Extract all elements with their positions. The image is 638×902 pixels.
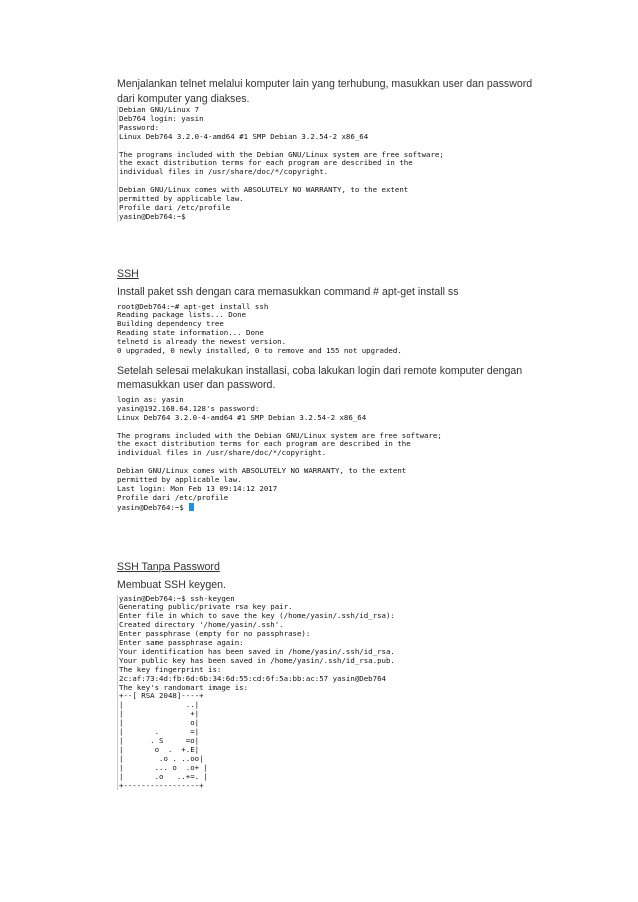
ssh-keygen-intro: Membuat SSH keygen.: [117, 579, 226, 591]
ssh-heading: SSH: [117, 268, 139, 280]
telnet-terminal-output: Debian GNU/Linux 7 Deb764 login: yasin Password: Linux Deb764 3.2.0-4-amd64 #1 SMP Debian 3.2.54-2 x86_64 The programs included with the Debian GNU/Linux system are free software; the exact distribution terms for each program are described in the individual files in /usr/share/doc/*/copyright. Debian GNU/Linux comes with ABSOLUTELY NO WARRANTY, to the extent permitted by applicable law. Profile dari /etc/profile yasin@Deb764:~$: [117, 106, 537, 222]
telnet-section: [117, 77, 537, 222]
ssh-install-terminal-output: root@Deb764:~# apt-get install ssh Reading package lists... Done Building dependency tree Reading state information... Done telnetd is already the newest version. 0 upgraded, 0 newly installed, 0 to remove and 155 not upgraded.: [117, 301, 402, 356]
ssh-login-text: login as: yasin yasin@192.168.64.128's password: Linux Deb764 3.2.0-4-amd64 #1 SMP Debian 3.2.54-2 x86_64 The programs included with the Debian GNU/Linux system are free software; the exact distribution terms for each program are described in the individual files in /usr/share/doc/*/copyright. Debian GNU/Linux comes with ABSOLUTELY NO WARRANTY, to the extent permitted by applicable law. Last login: Mon Feb 13 09:14:12 2017 Profile dari /etc/profile yasin@Deb764:~$: [117, 394, 442, 512]
ssh-nopass-heading: SSH Tanpa Password: [117, 561, 220, 573]
ssh-section: [117, 267, 537, 513]
ssh-install-intro: Install paket ssh dengan cara memasukkan command # apt-get install ss: [117, 286, 459, 298]
ssh-login-terminal-output: [117, 396, 537, 513]
ssh-login-intro: Setelah selesai melakukan installasi, coba lakukan login dari remote komputer dengan memasukkan user dan password.: [117, 364, 523, 392]
terminal-cursor-icon: [189, 503, 194, 511]
ssh-keygen-terminal-output: yasin@Deb764:~$ ssh-keygen Generating public/private rsa key pair. Enter file in which to save the key (/home/yasin/.ssh/id_rsa): Created directory '/home/yasin/.ssh'. Enter passphrase (empty for no passphrase): Enter same passphrase again: Your identification has been saved in /home/yasin/.ssh/id_rsa. Your public key has been saved in /home/yasin/.ssh/id_rsa.pub. The key fingerprint is: 2c:af:73:4d:fb:6d:6b:34:6d:55:cd:6f:5a:bb:ac:57 yasin@Deb764 The key's randomart image is: +--[ RSA 2048]----+ | ..| | +| | o| | . =| | . S =o| | o . +.E| | .o . ..oo| | ... o .o+ | | .o ..+=. | +-----------------+: [117, 595, 537, 791]
telnet-intro: Menjalankan telnet melalui komputer lain yang terhubung, masukkan user dan password dari komputer yang diakses.: [117, 78, 533, 105]
ssh-nopass-section: [117, 560, 537, 790]
